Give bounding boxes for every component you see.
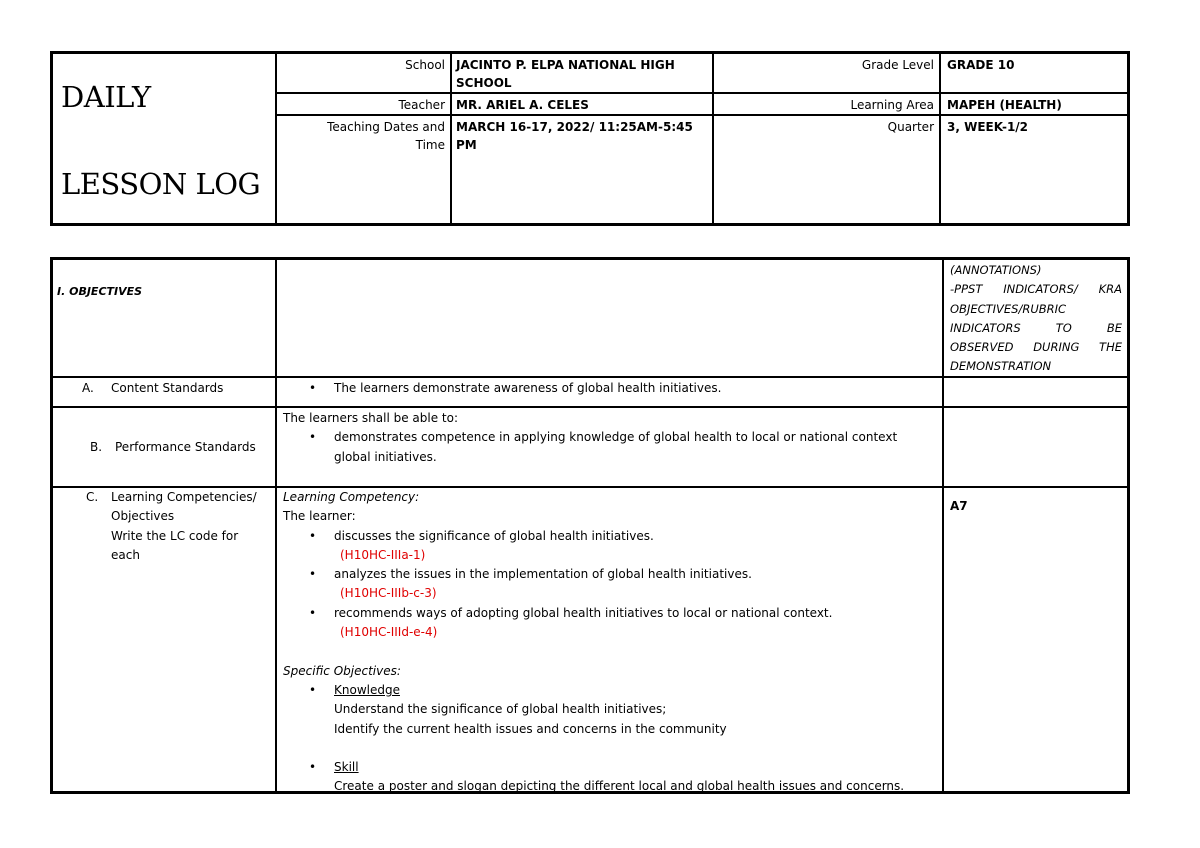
label-line: Objectives: [111, 509, 175, 524]
teaching-dates-label: Teaching Dates and Time: [327, 120, 445, 152]
lc-code: (H10HC-IIId-e-4): [340, 625, 438, 640]
bullet-text: The learners demonstrate awareness of global health initiatives.: [334, 381, 722, 395]
competencies-content: [283, 488, 938, 797]
bullet-icon: •: [309, 760, 317, 775]
divider: [275, 54, 277, 223]
divider: [275, 260, 277, 791]
competency-text: recommends ways of adopting global health initiatives to local or national context.: [334, 605, 833, 620]
objectives-heading: I. OBJECTIVES: [57, 285, 143, 298]
knowledge-label: Knowledge: [334, 682, 400, 697]
learning-area-value: MAPEH (HEALTH): [947, 98, 1062, 112]
lc-code: (H10HC-IIIa-1): [340, 547, 426, 562]
divider: [275, 92, 1127, 94]
competency-heading: Learning Competency:: [283, 490, 420, 504]
label-line: Learning Competencies/: [111, 490, 257, 504]
bullet-icon: •: [309, 528, 317, 543]
competency-text: analyzes the issues in the implementation of global health initiatives.: [334, 567, 752, 582]
intro-text: The learners shall be able to:: [283, 411, 459, 425]
divider: [275, 114, 1127, 116]
bullet-icon: •: [309, 381, 317, 395]
lesson-log-header-table: [50, 51, 1130, 226]
row-letter: A.: [82, 381, 94, 395]
quarter-label: Quarter: [887, 120, 934, 134]
divider: [712, 54, 714, 223]
teaching-dates-value: MARCH 16-17, 2022/ 11:25AM-5:45 PM: [456, 120, 693, 152]
bullet-icon: •: [309, 605, 317, 620]
annotation-line: (ANNOTATIONS): [950, 263, 1042, 277]
content-standards-label: Content Standards: [111, 381, 224, 395]
bullet-icon: •: [309, 430, 317, 445]
grade-level-label: Grade Level: [861, 58, 934, 72]
skill-label: Skill: [334, 760, 359, 775]
annotation-line: INDICATORS TO BE: [950, 320, 1122, 335]
bullet-text: demonstrates competence in applying knowledge of global health to local or national context: [334, 430, 898, 445]
bullet-icon: •: [309, 682, 317, 697]
teacher-value: MR. ARIEL A. CELES: [456, 98, 589, 112]
specific-objectives-heading: Specific Objectives:: [283, 663, 401, 678]
intro-text: The learner:: [283, 509, 356, 524]
bullet-icon: •: [309, 567, 317, 582]
label-line: each: [111, 547, 140, 562]
annotation-line: -PPST INDICATORS/ KRA: [950, 282, 1122, 297]
annotation-line: DEMONSTRATION: [950, 359, 1052, 374]
competencies-label: [111, 488, 271, 565]
divider: [939, 54, 941, 223]
bullet-text: global initiatives.: [334, 449, 437, 464]
annotations-cell: [950, 261, 1122, 377]
annotation-line: OBSERVED DURING THE: [950, 340, 1122, 355]
divider: [53, 406, 1127, 408]
annotation-line: OBJECTIVES/RUBRIC: [950, 301, 1067, 316]
page-title-line2: LESSON LOG: [61, 167, 261, 201]
school-value: JACINTO P. ELPA NATIONAL HIGH SCHOOL: [456, 58, 675, 90]
lc-code: (H10HC-IIIb-c-3): [340, 586, 437, 601]
teacher-label: Teacher: [398, 98, 445, 112]
divider: [450, 54, 452, 223]
divider: [942, 260, 944, 791]
knowledge-line: Understand the significance of global health initiatives;: [334, 702, 667, 717]
skill-line: Create a poster and slogan depicting the different local and global health issues and concerns.: [334, 779, 905, 794]
school-label: School: [405, 58, 445, 72]
competency-text: discusses the significance of global health initiatives.: [334, 528, 654, 543]
row-letter: B.: [90, 440, 103, 454]
performance-standards-label: Performance Standards: [115, 440, 256, 454]
competencies-annotation: A7: [950, 499, 968, 513]
objectives-table: [50, 257, 1130, 794]
content-standards-bullet: [283, 379, 933, 398]
quarter-value: 3, WEEK-1/2: [947, 120, 1029, 134]
row-letter: C.: [86, 490, 99, 504]
performance-standards-content: [283, 409, 938, 467]
label-line: Write the LC code for: [111, 528, 239, 543]
page-title-line1: DAILY: [61, 80, 151, 114]
grade-level-value: GRADE 10: [947, 58, 1015, 72]
knowledge-line: Identify the current health issues and concerns in the community: [334, 721, 727, 736]
learning-area-label: Learning Area: [850, 98, 934, 112]
